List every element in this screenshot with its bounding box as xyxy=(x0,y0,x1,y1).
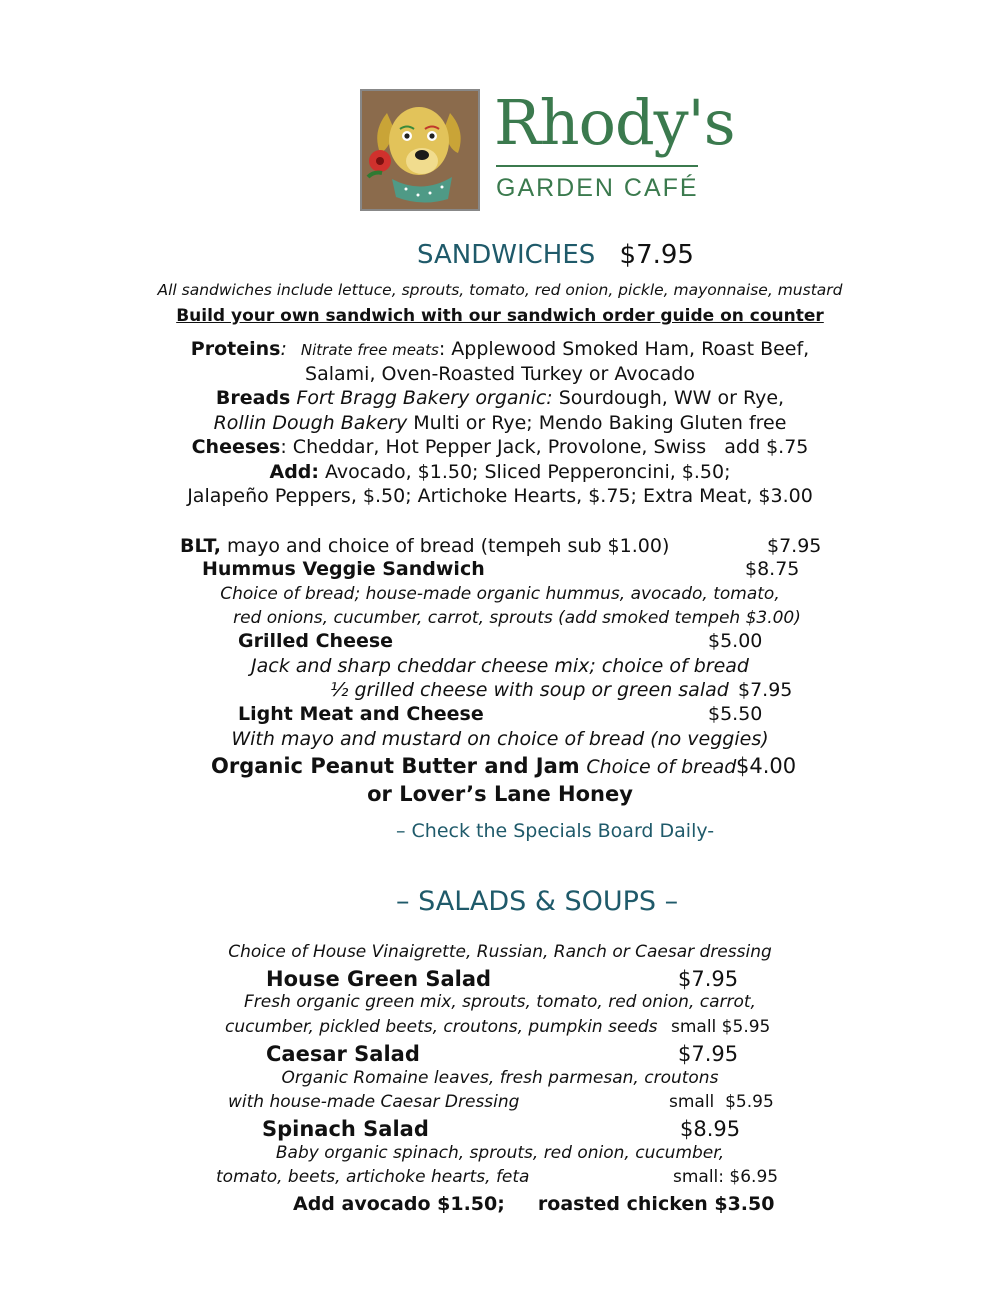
blt-name: BLT, xyxy=(180,535,221,557)
house-salad-small-price: small $5.95 xyxy=(671,1017,771,1037)
caesar-salad-desc-1: Organic Romaine leaves, fresh parmesan, croutons xyxy=(281,1068,719,1088)
hummus-desc-2: red onions, cucumber, carrot, sprouts (add smoked tempeh $3.00) xyxy=(233,608,801,628)
breads-line2-text: Multi or Rye; Mendo Baking Gluten free xyxy=(413,412,787,434)
breads-line2-brand: Rollin Dough Bakery xyxy=(213,412,408,434)
light-meat-name: Light Meat and Cheese xyxy=(238,703,484,725)
brand-divider xyxy=(496,165,698,167)
house-salad-desc-1: Fresh organic green mix, sprouts, tomato, red onion, carrot, xyxy=(244,992,756,1012)
blt-desc: mayo and choice of bread (tempeh sub $1.00) xyxy=(226,535,670,557)
logo-wordmark xyxy=(494,86,735,216)
spinach-salad-desc-2: tomato, beets, artichoke hearts, feta xyxy=(216,1167,530,1187)
specials-board-note: – Check the Specials Board Daily- xyxy=(396,820,715,842)
spinach-salad-small-price: small: $6.95 xyxy=(673,1167,779,1187)
proteins-line-2: Salami, Oven-Roasted Turkey or Avocado xyxy=(305,363,695,385)
pbj-desc: Choice of bread xyxy=(586,756,737,778)
proteins-text: : Applewood Smoked Ham, Roast Beef, xyxy=(438,338,810,360)
grilled-cheese-name: Grilled Cheese xyxy=(238,630,394,652)
pbj-honey: or Lover’s Lane Honey xyxy=(367,782,633,806)
house-salad-desc-2: cucumber, pickled beets, croutons, pumpkin seeds xyxy=(225,1017,658,1037)
hummus-price: $8.75 xyxy=(745,558,800,580)
light-meat-desc: With mayo and mustard on choice of bread (no veggies) xyxy=(231,728,769,750)
sandwiches-title: SANDWICHES xyxy=(417,240,596,270)
grilled-cheese-half-price: $7.95 xyxy=(738,679,793,701)
breads-line xyxy=(0,387,1000,409)
sandwiches-heading xyxy=(417,240,694,270)
add-text: Avocado, $1.50; Sliced Pepperoncini, $.50; xyxy=(325,461,731,483)
caesar-salad-small-price: small $5.95 xyxy=(669,1092,774,1112)
proteins-colon: : xyxy=(280,338,287,360)
add-line xyxy=(0,461,1000,483)
spinach-salad-desc-1: Baby organic spinach, sprouts, red onion, cucumber, xyxy=(275,1143,725,1163)
house-salad-price: $7.95 xyxy=(678,967,739,991)
add-label: Add: xyxy=(269,461,319,483)
cheeses-line xyxy=(0,436,1000,458)
salad-addons: Add avocado $1.50; roasted chicken $3.50 xyxy=(293,1193,775,1215)
brand-subtitle: GARDEN CAFÉ xyxy=(496,174,699,202)
logo-dog-illustration xyxy=(360,89,480,211)
cheeses-label: Cheeses xyxy=(191,436,281,458)
dressing-choices: Choice of House Vinaigrette, Russian, Ranch or Caesar dressing xyxy=(228,942,772,962)
breads-text: Sourdough, WW or Rye, xyxy=(558,387,785,409)
brand-name: Rhody's xyxy=(494,86,735,159)
proteins-sub: Nitrate free meats xyxy=(300,341,439,359)
spinach-salad-price: $8.95 xyxy=(680,1117,741,1141)
build-your-own-note: Build your own sandwich with our sandwich order guide on counter xyxy=(176,306,824,326)
breads-brand: Fort Bragg Bakery organic: xyxy=(296,387,553,409)
proteins-label: Proteins xyxy=(190,338,281,360)
blt-item xyxy=(180,535,669,557)
add-line-2: Jalapeño Peppers, $.50; Artichoke Hearts, $.75; Extra Meat, $3.00 xyxy=(187,485,813,507)
hummus-desc-1: Choice of bread; house-made organic hummus, avocado, tomato, xyxy=(220,584,780,604)
hummus-name: Hummus Veggie Sandwich xyxy=(202,558,485,580)
cheeses-text: : Cheddar, Hot Pepper Jack, Provolone, Swiss add $.75 xyxy=(280,436,809,458)
spinach-salad-name: Spinach Salad xyxy=(262,1117,429,1141)
blt-price: $7.95 xyxy=(767,535,822,557)
pbj-item xyxy=(211,754,736,778)
light-meat-price: $5.50 xyxy=(708,703,763,725)
salads-soups-heading: – SALADS & SOUPS – xyxy=(396,886,679,917)
breads-line-2 xyxy=(0,412,1000,434)
sandwiches-price: $7.95 xyxy=(619,240,694,270)
house-salad-name: House Green Salad xyxy=(266,967,492,991)
pbj-price: $4.00 xyxy=(736,754,797,778)
grilled-cheese-half: ½ grilled cheese with soup or green salad xyxy=(330,679,729,701)
caesar-salad-desc-2: with house-made Caesar Dressing xyxy=(228,1092,520,1112)
grilled-cheese-desc: Jack and sharp cheddar cheese mix; choice of bread xyxy=(251,655,749,677)
breads-label: Breads xyxy=(215,387,291,409)
proteins-line xyxy=(0,338,1000,360)
caesar-salad-name: Caesar Salad xyxy=(266,1042,420,1066)
grilled-cheese-price: $5.00 xyxy=(708,630,763,652)
sandwiches-note: All sandwiches include lettuce, sprouts, tomato, red onion, pickle, mayonnaise, mustard xyxy=(157,281,843,299)
pbj-name: Organic Peanut Butter and Jam xyxy=(211,754,580,778)
caesar-salad-price: $7.95 xyxy=(678,1042,739,1066)
